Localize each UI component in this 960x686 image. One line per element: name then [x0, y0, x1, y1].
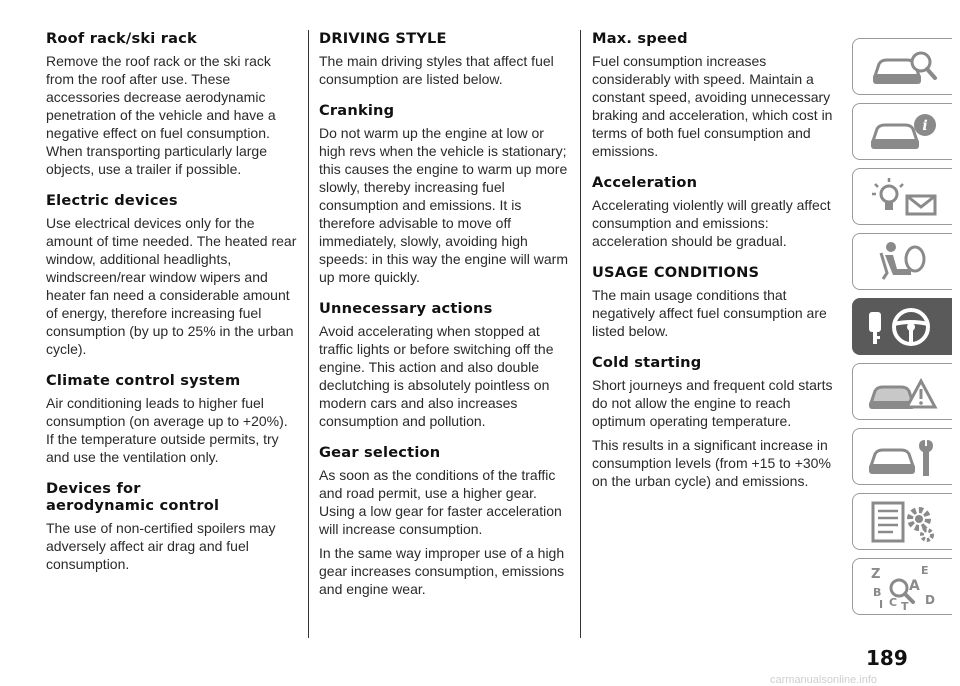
paragraph-driving-style: The main driving styles that affect fuel consumption are listed below.: [319, 53, 554, 87]
index-letter: A: [908, 577, 920, 594]
paragraph-cranking: Do not warm up the engine at low or high revs when the vehicle is stationary; this causes the engine to warm up more slowly, thereby increasing fuel consumption and emissions. It is therefore advisable to move off immediately, slowly, avoiding high speeds: in this way the engine will warm up more quickly.: [319, 125, 569, 285]
index-letter: D: [924, 592, 935, 607]
tab-emergency[interactable]: [852, 363, 952, 420]
heading-usage-conditions: USAGE CONDITIONS: [592, 264, 760, 281]
watermark: carmanualsonline.info: [770, 674, 878, 686]
heading-max-speed: Max. speed: [592, 30, 688, 47]
heading-acceleration: Acceleration: [592, 174, 698, 191]
page-number: 189: [866, 646, 908, 670]
chapter-tabs: [852, 38, 952, 623]
heading-electric-devices: Electric devices: [46, 192, 178, 209]
heading-line: Devices for: [46, 480, 141, 497]
column-left: [46, 30, 298, 579]
paragraph-usage-conditions: The main usage conditions that negatively affect fuel consumption are listed below.: [592, 287, 827, 339]
index-letter: I: [878, 597, 883, 611]
tab-warning-lights[interactable]: [852, 168, 952, 225]
paragraph-roof-rack: Remove the roof rack or the ski rack from the roof after use. These accessories decrease aerodynamic penetration of the vehicle and have a negative effect on fuel consumption. When transporting particularly large objects, use a trailer if possible.: [46, 53, 276, 177]
column-divider: [308, 30, 309, 638]
heading-climate-control: Climate control system: [46, 372, 241, 389]
tab-technical-data[interactable]: [852, 493, 952, 550]
column-divider: [580, 30, 581, 638]
heading-cold-starting: Cold starting: [592, 354, 702, 371]
seat-airbag-icon: [863, 237, 943, 287]
index-letter: B: [872, 585, 881, 599]
alphabetical-index-icon: [863, 562, 943, 612]
index-letter: C: [888, 595, 897, 609]
car-info-icon: [863, 107, 943, 157]
heading-gear-selection: Gear selection: [319, 444, 441, 461]
tab-car-info[interactable]: [852, 103, 952, 160]
paragraph-gear-selection-2: In the same way improper use of a high gear increases consumption, emissions and engine wear.: [319, 545, 565, 597]
heading-cranking: Cranking: [319, 102, 395, 119]
paragraph-cold-starting-1: Short journeys and frequent cold starts do not allow the engine to reach optimum operating temperature.: [592, 377, 833, 429]
key-steering-wheel-icon: [863, 302, 943, 352]
heading-unnecessary-actions: Unnecessary actions: [319, 300, 493, 317]
column-middle: [319, 30, 571, 604]
paragraph-cold-starting-2: This results in a significant increase in consumption levels (from +15 to +30% on the urban cycle) and emissions.: [592, 437, 831, 489]
column-right: [592, 30, 842, 496]
tab-safety[interactable]: [852, 233, 952, 290]
warning-light-message-icon: [863, 172, 943, 222]
paragraph-climate-control: Air conditioning leads to higher fuel consumption (on average up to +20%). If the temperature outside permits, try and use the ventilation only.: [46, 395, 288, 465]
index-letter: T: [900, 599, 909, 612]
svg-text:i: i: [921, 117, 928, 134]
heading-aerodynamic-devices: [46, 480, 298, 514]
tab-maintenance[interactable]: [852, 428, 952, 485]
index-letter: E: [920, 563, 929, 577]
paragraph-aerodynamic-devices: The use of non-certified spoilers may adversely affect air drag and fuel consumption.: [46, 520, 276, 572]
car-accident-warning-icon: [863, 367, 943, 417]
car-search-icon: [863, 42, 943, 92]
specs-gear-icon: [863, 497, 943, 547]
heading-roof-rack: Roof rack/ski rack: [46, 30, 197, 47]
heading-driving-style: DRIVING STYLE: [319, 30, 447, 47]
tab-car-search[interactable]: [852, 38, 952, 95]
tab-index[interactable]: [852, 558, 952, 615]
car-wrench-icon: [863, 432, 943, 482]
index-letter: Z: [870, 566, 880, 582]
paragraph-unnecessary-actions: Avoid accelerating when stopped at traffic lights or before switching off the engine. This action and also double declutching is absolutely pointless on modern cars and also increases consumption and pollution.: [319, 323, 554, 429]
paragraph-max-speed: Fuel consumption increases considerably with speed. Maintain a constant speed, avoiding unnecessary braking and acceleration, which cost in terms of both fuel consumption and emissions.: [592, 53, 833, 159]
paragraph-acceleration: Accelerating violently will greatly affect consumption and emissions: acceleration should be gradual.: [592, 197, 831, 249]
tab-starting-driving[interactable]: [852, 298, 952, 355]
heading-line: aerodynamic control: [46, 497, 220, 514]
paragraph-gear-selection-1: As soon as the conditions of the traffic and road permit, use a higher gear. Using a low gear for faster acceleration will increase consumption.: [319, 467, 562, 537]
paragraph-electric-devices: Use electrical devices only for the amount of time needed. The heated rear window, additional headlights, windscreen/rear window wipers and heater fan need a considerable amount of energy, therefore increasing fuel consumption (by up to 25% in the urban cycle).: [46, 215, 297, 357]
